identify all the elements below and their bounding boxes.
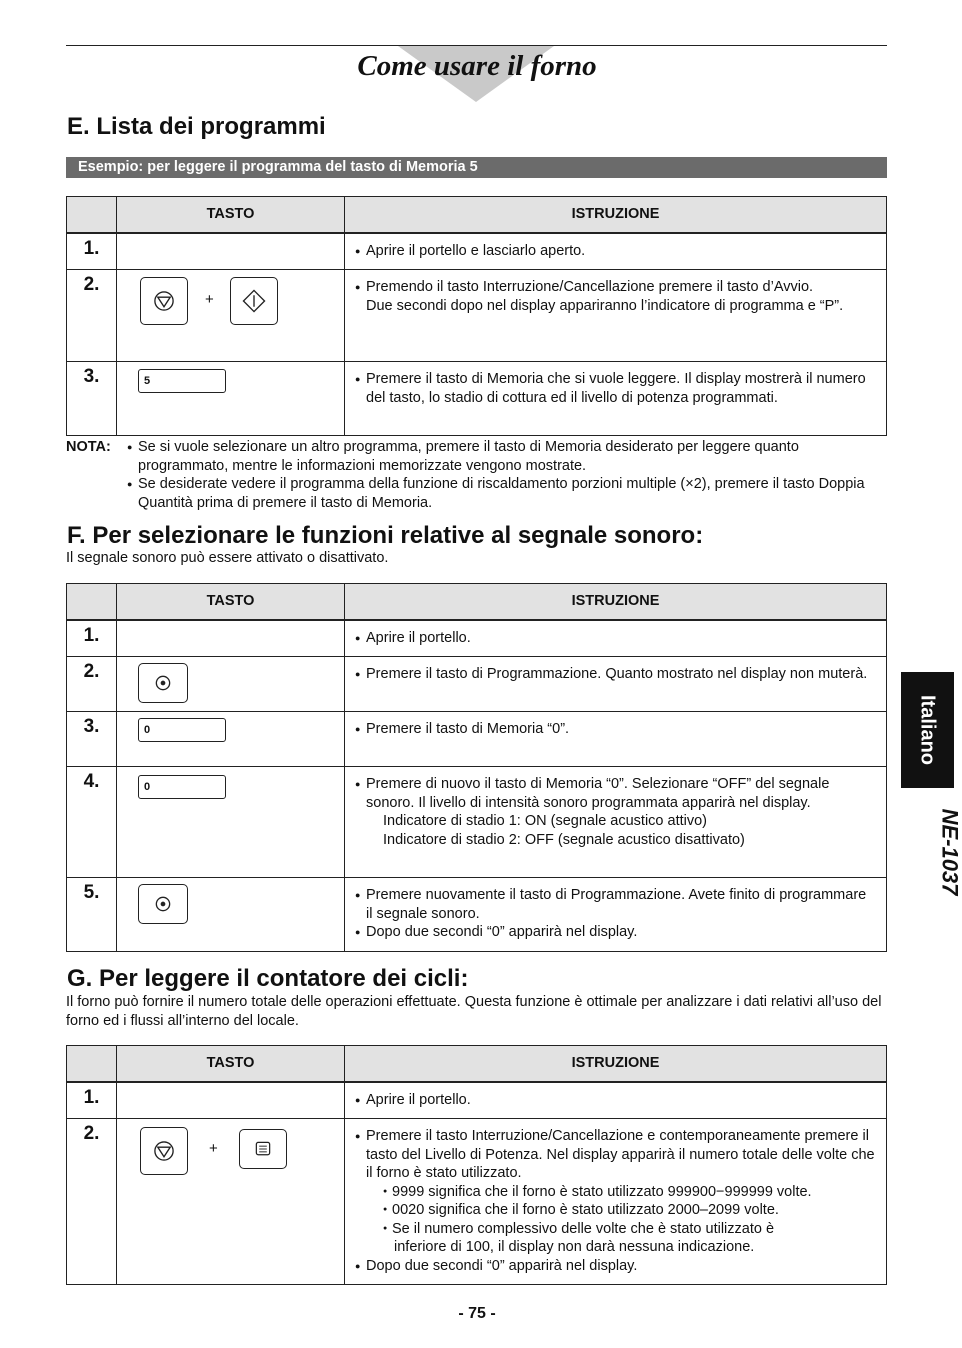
section-g-intro: Il forno può fornire il numero totale delle operazioni effettuate. Questa funzione è ottimale per analizzare i dati relativi all’uso del forno ed i flussi all’interno del locale.: [66, 994, 882, 1029]
step-number: 2.: [67, 657, 117, 712]
program-key-icon: [138, 884, 188, 924]
header-blank: [67, 1046, 117, 1082]
page-title: Come usare il forno: [357, 50, 597, 82]
table-header-row: [67, 1046, 887, 1082]
note-label: NOTA:: [66, 439, 111, 455]
language-label: Italiano: [916, 694, 939, 766]
header-instruction: ISTRUZIONE: [345, 197, 887, 233]
section-g-title: G. Per leggere il contatore dei cicli:: [67, 965, 469, 992]
table-header-row: [67, 584, 887, 620]
step-number: 2.: [67, 270, 117, 362]
power-level-key-icon: [239, 1129, 287, 1169]
key-cell: [117, 1119, 345, 1285]
program-key-icon: [138, 663, 188, 703]
instruction-line: ● Premere il tasto di Programmazione. Quanto mostrato nel display non muterà.: [355, 665, 876, 684]
header-key: TASTO: [117, 584, 345, 620]
instruction-subline: ● Se il numero complessivo delle volte che è stato utilizzato è: [355, 1220, 876, 1239]
table-section-f: [66, 583, 887, 952]
step-number: 4.: [67, 767, 117, 878]
instruction-cell: [345, 1082, 887, 1119]
memory-key-5: 5: [138, 369, 226, 393]
instruction-line: ● Aprire il portello.: [355, 629, 876, 648]
step-number: 1.: [67, 1082, 117, 1119]
table-row: [67, 362, 887, 436]
note-item: ● Se si vuole selezionare un altro programma, premere il tasto di Memoria desiderato per leggere quanto programmato, mentre le informazioni memorizzate vengono mostrate.: [127, 438, 887, 475]
key-cell: [117, 712, 345, 767]
section-f-intro: Il segnale sonoro può essere attivato o disattivato.: [66, 550, 389, 566]
note-block: [66, 438, 887, 512]
stop-cancel-key-icon: [140, 1127, 188, 1175]
table-row: [67, 270, 887, 362]
instruction-line: ● Premere di nuovo il tasto di Memoria “0”. Selezionare “OFF” del segnale sonoro. Il livello di intensità sonoro programmata apparirà nel display.: [355, 775, 876, 812]
instruction-line: ● Premendo il tasto Interruzione/Cancellazione premere il tasto d’Avvio.: [355, 278, 876, 297]
instruction-line: ● Aprire il portello e lasciarlo aperto.: [355, 242, 876, 261]
table-row: [67, 767, 887, 878]
header-key: TASTO: [117, 197, 345, 233]
note-item: ● Se desiderate vedere il programma della funzione di riscaldamento porzioni multiple (×2), premere il tasto Doppia Quantità prima di premere il tasto di Memoria.: [127, 475, 887, 512]
start-key-icon: [230, 277, 278, 325]
step-number: 3.: [67, 362, 117, 436]
key-cell: [117, 1082, 345, 1119]
header-instruction: ISTRUZIONE: [345, 1046, 887, 1082]
section-f-title: F. Per selezionare le funzioni relative al segnale sonoro:: [67, 522, 704, 549]
key-cell: [117, 270, 345, 362]
stage-indicator-line: Indicatore di stadio 1: ON (segnale acustico attivo): [383, 813, 707, 829]
instruction-cell: [345, 1119, 887, 1285]
plus-sign: +: [209, 1140, 218, 1157]
model-number: NE-1037: [937, 808, 962, 896]
instruction-line: ● Premere il tasto di Memoria che si vuole leggere. Il display mostrerà il numero del tasto, lo stadio di cottura ed il livello di potenza programmati.: [355, 370, 876, 407]
instruction-cell: [345, 657, 887, 712]
stage-indicator-line: Indicatore di stadio 2: OFF (segnale acustico disattivato): [383, 831, 745, 848]
step-number: 3.: [67, 712, 117, 767]
header-blank: [67, 584, 117, 620]
key-cell: [117, 878, 345, 952]
example-bar: Esempio: per leggere il programma del tasto di Memoria 5: [66, 157, 887, 178]
instruction-line: ● Premere il tasto di Memoria “0”.: [355, 720, 876, 739]
key-cell: [117, 362, 345, 436]
memory-key-0: 0: [138, 718, 226, 742]
table-section-g: [66, 1045, 887, 1285]
step-number: 1.: [67, 620, 117, 657]
instruction-cell: [345, 712, 887, 767]
step-number: 1.: [67, 233, 117, 270]
table-header-row: [67, 197, 887, 233]
language-side-tab: [901, 672, 954, 788]
table-row: [67, 233, 887, 270]
instruction-line: ● Aprire il portello.: [355, 1091, 876, 1110]
key-cell: [117, 657, 345, 712]
step-number: 5.: [67, 878, 117, 952]
instruction-line: Due secondi dopo nel display appariranno l’indicatore di programma e “P”.: [366, 297, 844, 314]
step-number: 2.: [67, 1119, 117, 1285]
key-cell: [117, 620, 345, 657]
instruction-line: ● Premere il tasto Interruzione/Cancellazione e contemporaneamente premere il tasto del Livello di Potenza. Nel display apparirà il numero totale delle volte che il forno è stato utilizzato.: [355, 1127, 876, 1183]
page-number: - 75 -: [458, 1305, 496, 1322]
table-section-e: [66, 196, 887, 436]
instruction-subline: ● 9999 significa che il forno è stato utilizzato 999900−999999 volte.: [355, 1183, 876, 1202]
table-row: [67, 1119, 887, 1285]
plus-sign: +: [205, 291, 214, 308]
instruction-cell: [345, 620, 887, 657]
header-key: TASTO: [117, 1046, 345, 1082]
table-row: [67, 712, 887, 767]
memory-key-0: 0: [138, 775, 226, 799]
section-e-title: E. Lista dei programmi: [67, 113, 326, 140]
instruction-line: ● Dopo due secondi “0” apparirà nel display.: [355, 1257, 876, 1276]
table-row: [67, 1082, 887, 1119]
instruction-cell: [345, 362, 887, 436]
key-cell: [117, 233, 345, 270]
table-row: [67, 657, 887, 712]
instruction-cell: [345, 767, 887, 878]
instruction-cell: [345, 878, 887, 952]
instruction-subline-cont: inferiore di 100, il display non darà nessuna indicazione.: [394, 1239, 755, 1255]
instruction-subline: ● 0020 significa che il forno è stato utilizzato 2000–2099 volte.: [355, 1201, 876, 1220]
table-row: [67, 620, 887, 657]
table-row: [67, 878, 887, 952]
instruction-cell: [345, 233, 887, 270]
header-blank: [67, 197, 117, 233]
header-instruction: ISTRUZIONE: [345, 584, 887, 620]
stop-cancel-key-icon: [140, 277, 188, 325]
instruction-line: ● Dopo due secondi “0” apparirà nel display.: [355, 923, 876, 942]
key-cell: [117, 767, 345, 878]
instruction-line: ● Premere nuovamente il tasto di Programmazione. Avete finito di programmare il segnale sonoro.: [355, 886, 876, 923]
instruction-cell: [345, 270, 887, 362]
